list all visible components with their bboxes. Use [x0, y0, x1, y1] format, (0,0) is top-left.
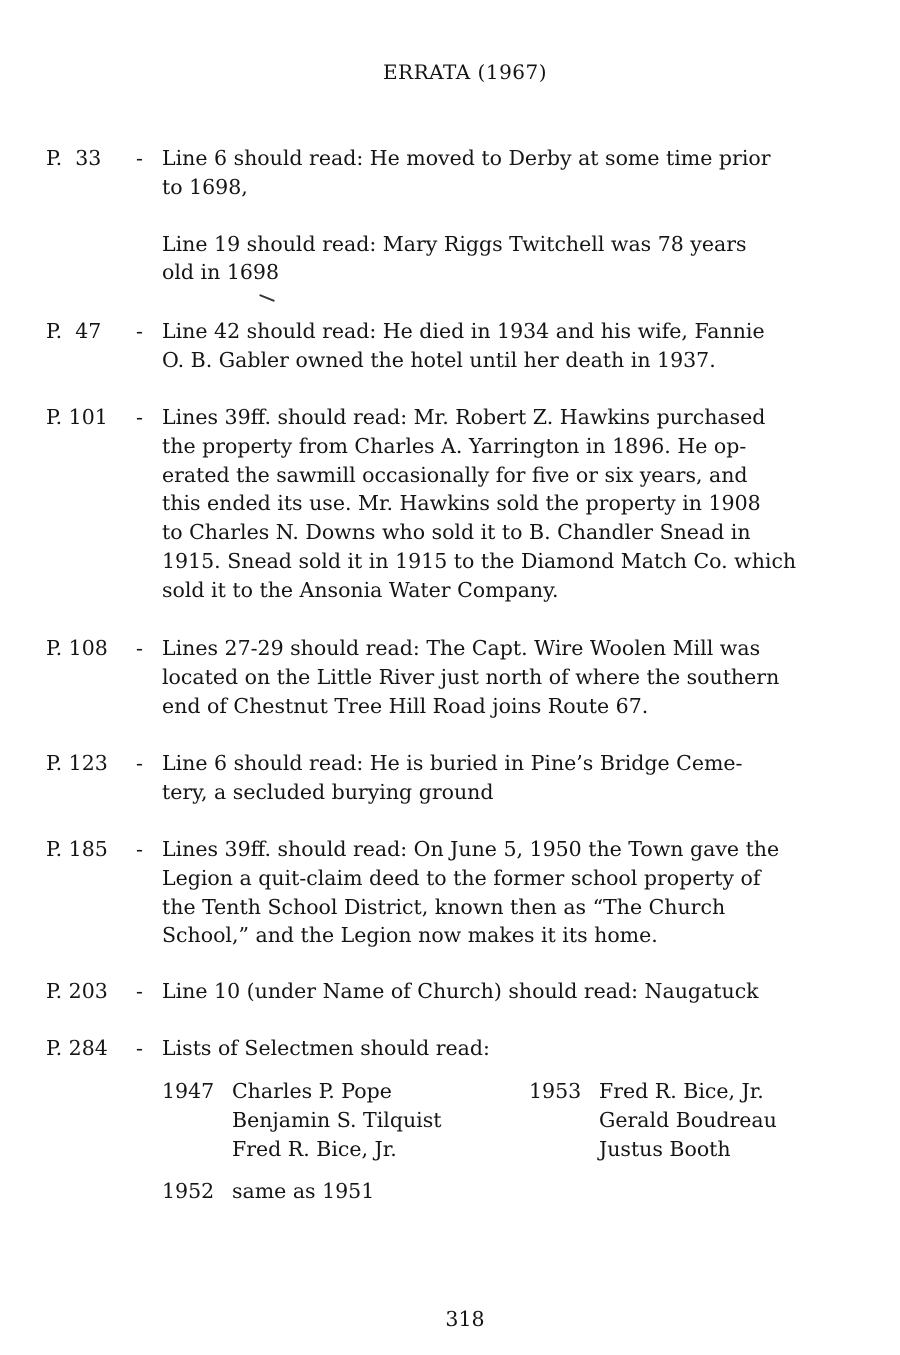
separator-dash: -	[136, 837, 143, 861]
text-line: O. B. Gabler owned the hotel until her death in 1937.	[162, 347, 716, 372]
selectmen-year: 1953	[529, 1079, 582, 1103]
text-line: Line 6 should read: He is buried in Pine’s Bridge Ceme-	[162, 751, 743, 775]
text-line: Lines 39ff. should read: Mr. Robert Z. Hawkins purchased	[162, 405, 766, 429]
text-line: Line 19 should read: Mary Riggs Twitchell was 78 years	[162, 231, 747, 256]
page-reference: P. 185	[46, 837, 108, 861]
pen-mark	[259, 294, 275, 302]
separator-dash: -	[136, 979, 143, 1003]
text-line: the Tenth School District, known then as “The Church	[162, 894, 726, 919]
selectman-name: Charles P. Pope	[232, 1079, 392, 1103]
text-line: Line 10 (under Name of Church) should read: Naugatuck	[162, 979, 759, 1003]
text-line: Lines 39ff. should read: On June 5, 1950 the Town gave the	[162, 837, 780, 861]
text-line: Lines 27-29 should read: The Capt. Wire Woolen Mill was	[162, 636, 761, 660]
text-line: tery, a secluded burying ground	[162, 779, 494, 804]
text-line: Line 6 should read: He moved to Derby at some time prior	[162, 146, 771, 170]
selectmen-note: same as 1951	[232, 1179, 375, 1203]
correction-text	[162, 403, 892, 605]
correction-text	[162, 835, 892, 950]
text-line: Lists of Selectmen should read:	[162, 1036, 490, 1060]
separator-dash: -	[136, 751, 143, 775]
page-reference: P. 47	[46, 319, 102, 343]
selectman-name: Fred R. Bice, Jr.	[599, 1079, 764, 1103]
selectman-name: Gerald Boudreau	[599, 1108, 777, 1132]
correction-text	[162, 634, 892, 720]
page-title: ERRATA (1967)	[382, 60, 548, 84]
selectman-name: Benjamin S. Tilquist	[232, 1108, 442, 1132]
page-number: 318	[445, 1307, 485, 1331]
correction-text	[162, 1034, 892, 1063]
selectman-name: Fred R. Bice, Jr.	[232, 1137, 397, 1161]
correction-text	[162, 144, 892, 287]
text-line: located on the Little River just north of where the southern	[162, 664, 780, 689]
page-reference: P. 123	[46, 751, 108, 775]
separator-dash: -	[136, 319, 143, 343]
text-line: 1915. Snead sold it in 1915 to the Diamond Match Co. which	[162, 548, 797, 573]
correction-text	[162, 317, 892, 375]
text-line: end of Chestnut Tree Hill Road joins Route 67.	[162, 693, 649, 718]
page-reference: P. 33	[46, 146, 102, 170]
text-line: old in 1698	[162, 260, 279, 285]
page-reference: P. 101	[46, 405, 108, 429]
text-line: sold it to the Ansonia Water Company.	[162, 577, 559, 602]
text-line: the property from Charles A. Yarrington in 1896. He op-	[162, 433, 747, 458]
text-line: to 1698,	[162, 174, 248, 199]
text-line: this ended its use. Mr. Hawkins sold the property in 1908	[162, 491, 761, 516]
text-line: to Charles N. Downs who sold it to B. Chandler Snead in	[162, 520, 751, 545]
correction-text	[162, 977, 892, 1006]
page-reference: P. 284	[46, 1036, 108, 1060]
text-line: erated the sawmill occasionally for five or six years, and	[162, 462, 748, 487]
separator-dash: -	[136, 1036, 143, 1060]
selectmen-year: 1947	[162, 1079, 215, 1103]
text-line: Line 42 should read: He died in 1934 and his wife, Fannie	[162, 319, 765, 343]
selectman-name: Justus Booth	[599, 1137, 731, 1161]
selectmen-year: 1952	[162, 1179, 215, 1203]
separator-dash: -	[136, 146, 143, 170]
separator-dash: -	[136, 405, 143, 429]
separator-dash: -	[136, 636, 143, 660]
text-line: Legion a quit-claim deed to the former school property of	[162, 865, 761, 890]
page-reference: P. 203	[46, 979, 108, 1003]
correction-text	[162, 749, 892, 807]
text-line: School,” and the Legion now makes it its home.	[162, 923, 658, 948]
page-reference: P. 108	[46, 636, 108, 660]
